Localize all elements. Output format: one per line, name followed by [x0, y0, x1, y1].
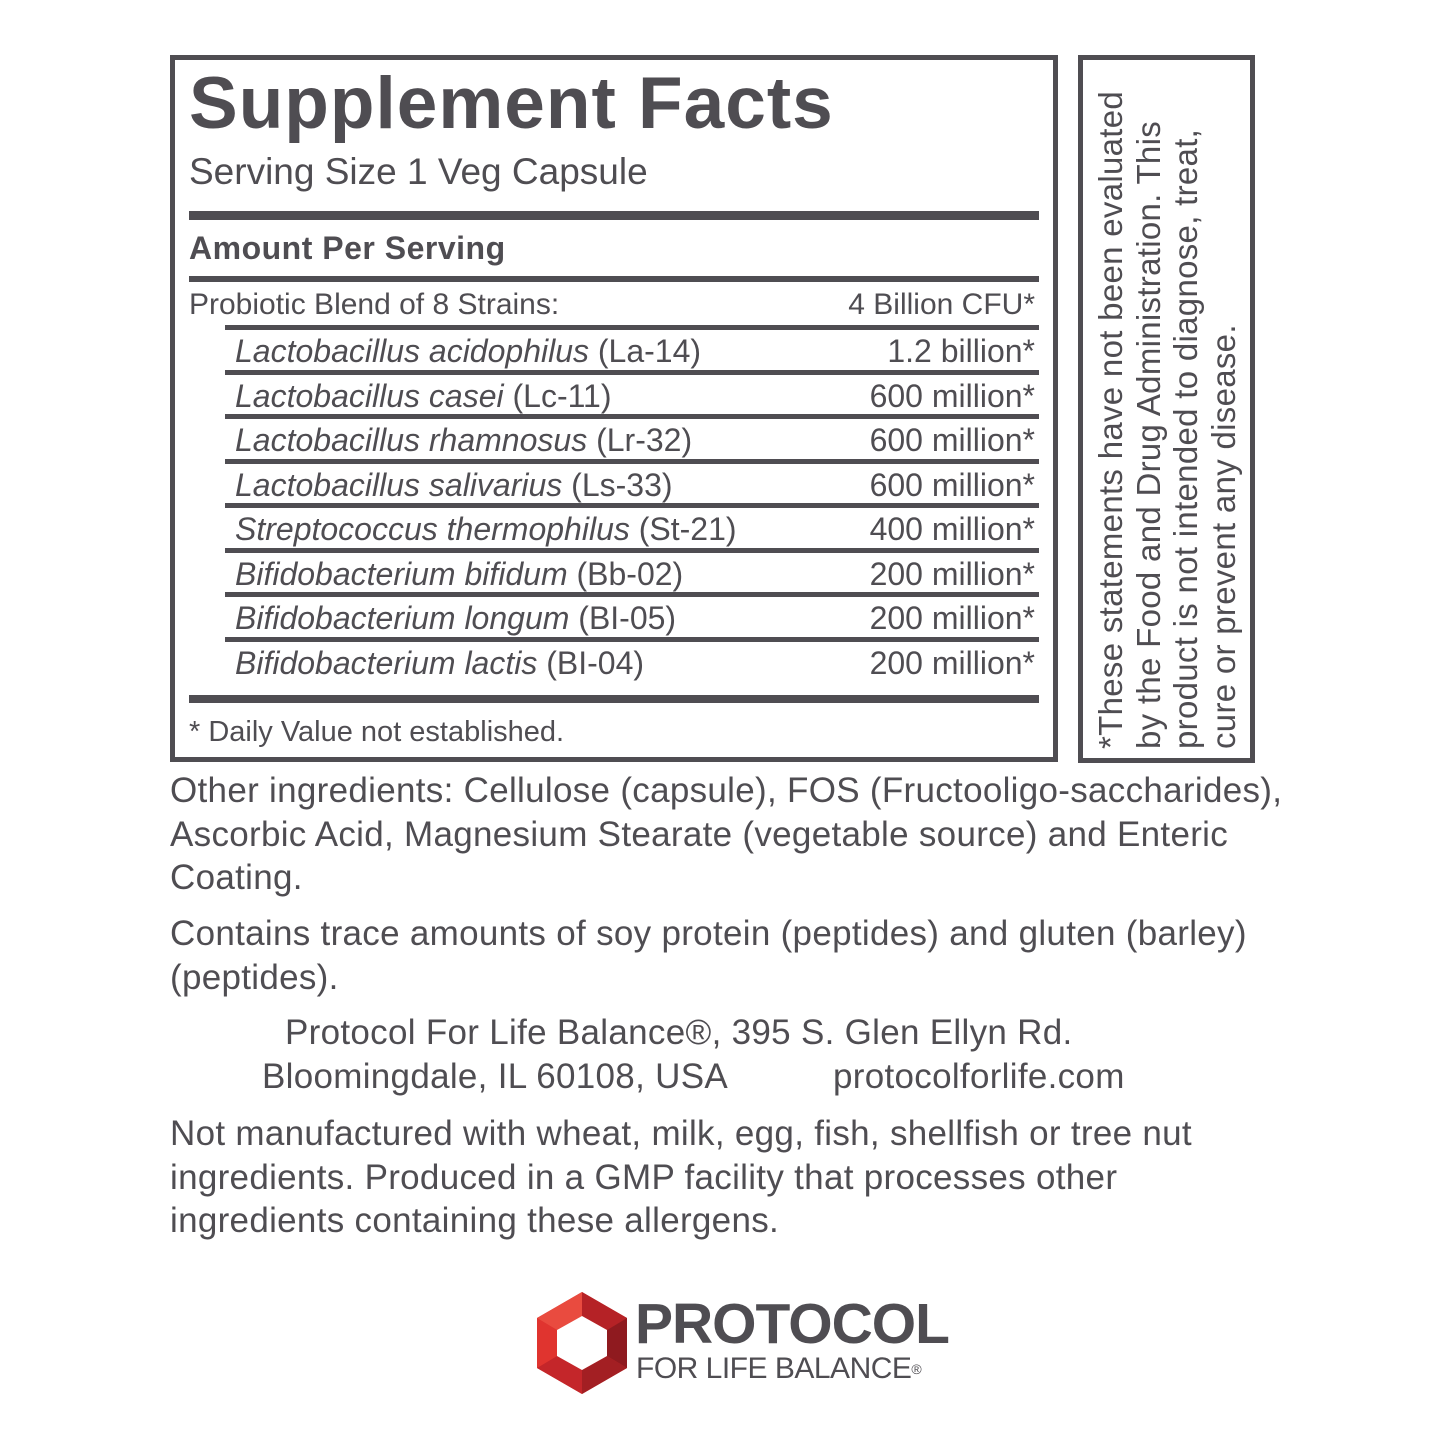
strain-species: Bifidobacterium bifidum: [235, 555, 568, 592]
address-line-1: Protocol For Life Balance®, 395 S. Glen Ellyn Rd.: [285, 1013, 1073, 1052]
strain-row: [225, 370, 1039, 415]
strain-name: [235, 377, 611, 415]
other-ingredients: Other ingredients: Cellulose (capsule), FOS (Fructooligo-saccharides), Ascorbic Acid, Magnesium Stearate (vegetable source) and Enteric Coating.: [170, 771, 1283, 897]
strain-name: [235, 599, 676, 637]
strain-code: (La-14): [589, 333, 702, 369]
strain-name: [235, 644, 644, 682]
strain-amount: 200 million*: [869, 555, 1035, 592]
trace-statement: Contains trace amounts of soy protein (peptides) and gluten (barley) (peptides).: [170, 914, 1247, 997]
divider-thick: [189, 695, 1039, 703]
strain-code: (BI-05): [569, 600, 677, 636]
strain-name: [235, 510, 737, 548]
strain-amount: 600 million*: [869, 466, 1035, 503]
strain-row: [225, 503, 1039, 548]
strain-row: [225, 459, 1039, 504]
strain-code: (Lc-11): [503, 377, 612, 414]
strain-amount: 200 million*: [869, 600, 1035, 636]
supplement-facts-panel: [170, 55, 1058, 762]
blend-amount: 4 Billion CFU*: [848, 288, 1035, 321]
brand-logo: [530, 1288, 949, 1398]
address-line-2: Bloomingdale, IL 60108, USA: [262, 1057, 728, 1096]
strain-row: [225, 592, 1039, 637]
divider-medium: [189, 276, 1039, 282]
strain-species: Lactobacillus salivarius: [235, 466, 563, 503]
strain-amount: 600 million*: [869, 422, 1035, 458]
fda-disclaimer-text: *These statements have not been evaluated by the Food and Drug Administration. This product is not intended to diagnose, treat, cure or prevent any disease.: [1091, 90, 1241, 749]
strain-species: Streptococcus thermophilus: [235, 511, 630, 547]
strain-species: Lactobacillus casei: [235, 377, 504, 414]
divider-thick: [189, 211, 1039, 220]
hexagon-logo-icon: [530, 1288, 634, 1398]
logo-tagline-text: FOR LIFE BALANCE: [636, 1352, 912, 1385]
allergen-statement: Not manufactured with wheat, milk, egg, fish, shellfish or tree nut ingredients. Produced in a GMP facility that processes other ingredients containing these allergens.: [170, 1114, 1192, 1240]
strain-row: [225, 414, 1039, 459]
strain-name: [235, 332, 701, 370]
strain-code: (BI-04): [537, 644, 645, 681]
website-link[interactable]: protocolforlife.com: [833, 1057, 1125, 1096]
facts-title: Supplement Facts: [189, 63, 834, 144]
logo-wordmark: PROTOCOL: [635, 1292, 949, 1356]
strain-name: [235, 555, 683, 593]
strain-amount: 600 million*: [869, 377, 1035, 414]
strain-code: (Lr-32): [587, 422, 693, 458]
strain-amount: 400 million*: [869, 511, 1035, 547]
strain-code: (Ls-33): [562, 466, 673, 503]
strain-amount: 1.2 billion*: [887, 333, 1035, 369]
serving-size: Serving Size 1 Veg Capsule: [189, 151, 648, 192]
strain-species: Bifidobacterium longum: [235, 600, 570, 636]
strain-species: Lactobacillus acidophilus: [235, 333, 589, 369]
strain-name: [235, 466, 673, 504]
strain-species: Lactobacillus rhamnosus: [235, 422, 588, 458]
strain-species: Bifidobacterium lactis: [235, 644, 538, 681]
blend-label: Probiotic Blend of 8 Strains:: [189, 288, 560, 321]
daily-value-note: * Daily Value not established.: [189, 716, 565, 748]
fda-disclaimer-panel: [1078, 55, 1255, 763]
strain-amount: 200 million*: [869, 644, 1035, 681]
strain-list: [225, 325, 1039, 681]
strain-name: [235, 421, 692, 459]
strain-code: (St-21): [629, 511, 737, 547]
registered-mark: ®: [911, 1361, 922, 1377]
amount-per-serving-heading: Amount Per Serving: [189, 230, 506, 266]
strain-row: [225, 637, 1039, 682]
strain-row: [225, 325, 1039, 370]
strain-code: (Bb-02): [567, 555, 684, 592]
logo-tagline: [636, 1352, 921, 1386]
strain-row: [225, 548, 1039, 593]
